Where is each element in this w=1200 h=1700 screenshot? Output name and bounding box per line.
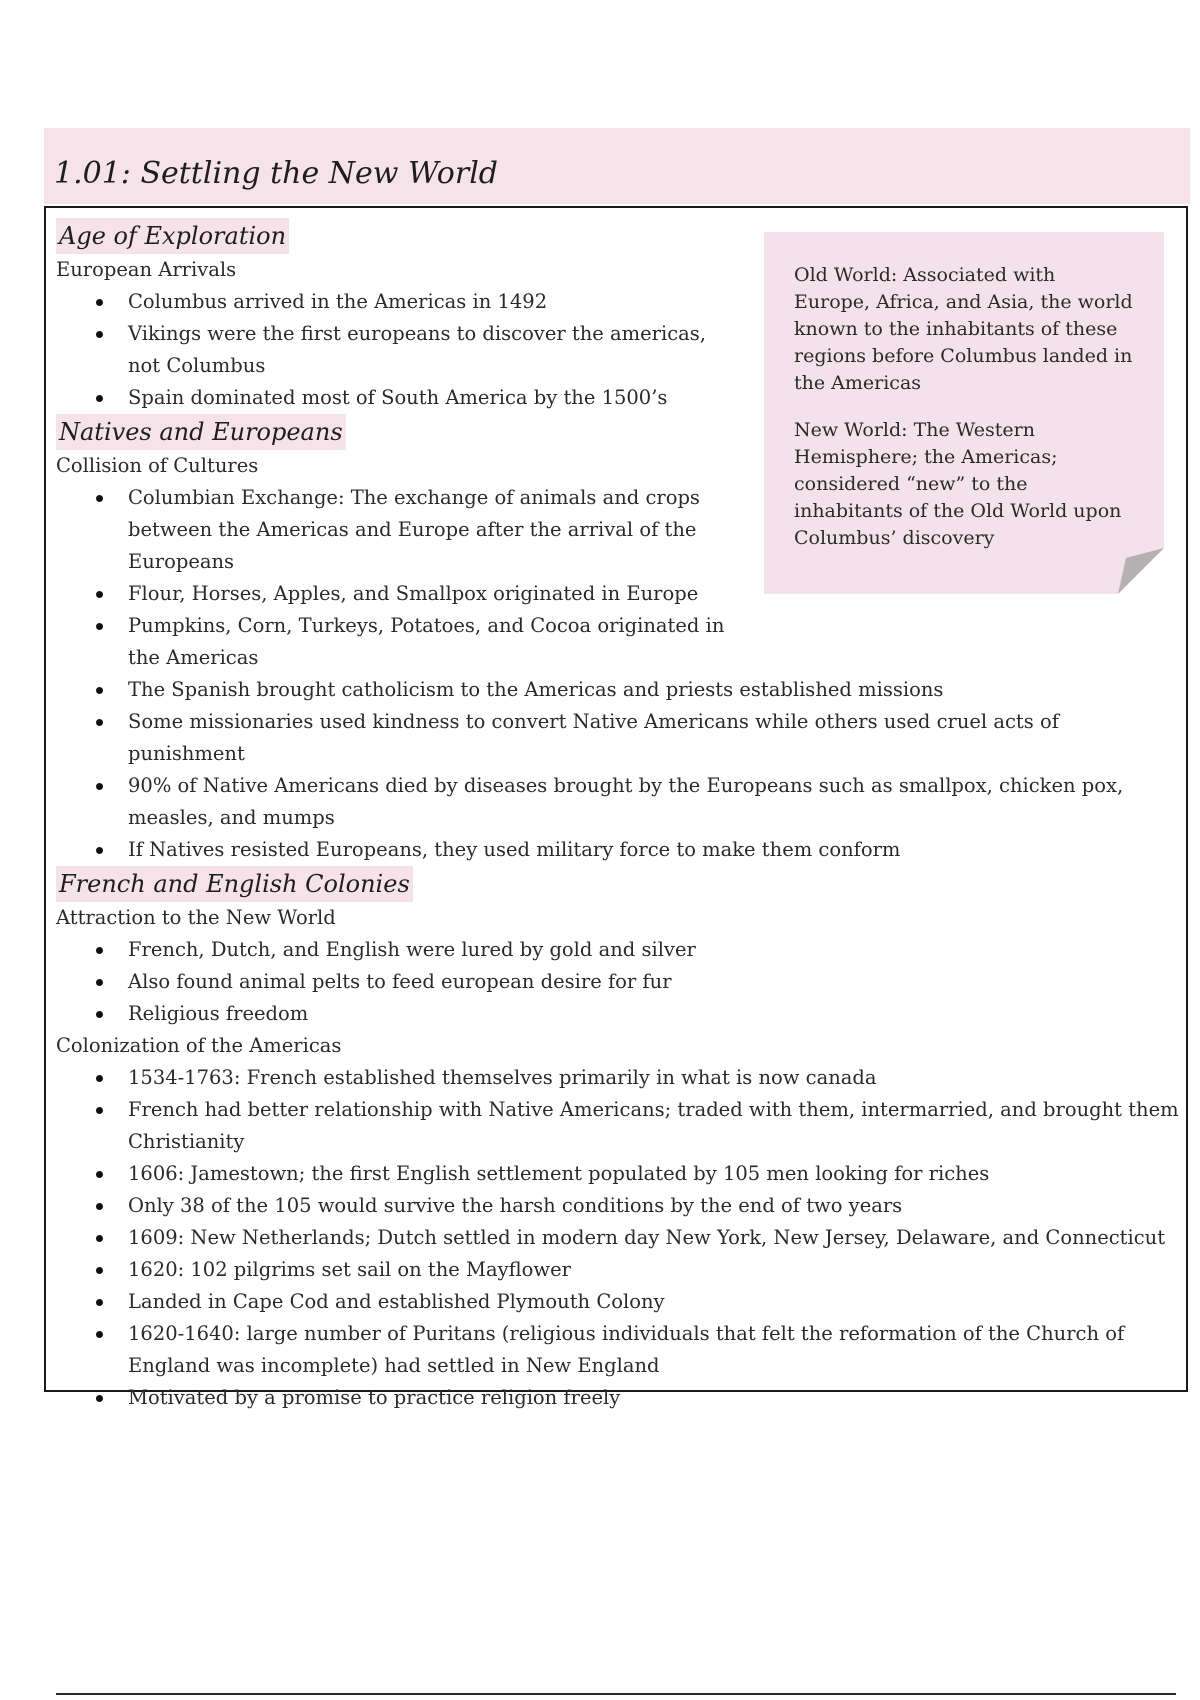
bullet-item: Motivated by a promise to practice religion freely [56, 1382, 1180, 1414]
notes-content [56, 218, 1180, 1414]
bullet-item: French had better relationship with Native Americans; traded with them, intermarried, and brought them Christianity [56, 1094, 1180, 1158]
bullet-item: Flour, Horses, Apples, and Smallpox originated in Europe [56, 578, 736, 610]
bullet-item: Landed in Cape Cod and established Plymouth Colony [56, 1286, 1180, 1318]
bullet-item: 1609: New Netherlands; Dutch settled in modern day New York, New Jersey, Delaware, and Connecticut [56, 1222, 1180, 1254]
subheading: European Arrivals [56, 258, 237, 281]
bullet-item: 1620: 102 pilgrims set sail on the Mayflower [56, 1254, 1180, 1286]
bullet-list [56, 934, 1180, 1030]
bullet-item: Only 38 of the 105 would survive the harsh conditions by the end of two years [56, 1190, 1180, 1222]
bullet-item: 90% of Native Americans died by diseases brought by the Europeans such as smallpox, chicken pox, measles, and mumps [56, 770, 1180, 834]
bullet-item: Pumpkins, Corn, Turkeys, Potatoes, and Cocoa originated in the Americas [56, 610, 736, 674]
bullet-item: If Natives resisted Europeans, they used military force to make them conform [56, 834, 1180, 866]
bullet-item: Religious freedom [56, 998, 1180, 1030]
bullet-item: Columbus arrived in the Americas in 1492 [56, 286, 736, 318]
subheading: Colonization of the Americas [56, 1034, 342, 1057]
bullet-item: 1534-1763: French established themselves primarily in what is now canada [56, 1062, 1180, 1094]
old-world-definition: Old World: Associated with Europe, Africa, and Asia, the world known to the inhabitants of these regions before Columbus landed in the Americas [794, 264, 1133, 394]
bullet-item: Spain dominated most of South America by the 1500’s [56, 382, 736, 414]
section-title: French and English Colonies [56, 866, 413, 902]
bullet-item: The Spanish brought catholicism to the Americas and priests established missions [56, 674, 1180, 706]
section-title: Age of Exploration [56, 218, 289, 254]
new-world-definition: New World: The Western Hemisphere; the Americas; considered “new” to the inhabitants of the Old World upon Columbus’ discovery [794, 419, 1122, 549]
bullet-item: Vikings were the first europeans to discover the americas, not Columbus [56, 318, 736, 382]
bullet-list [56, 1062, 1180, 1414]
bullet-item: Also found animal pelts to feed european desire for fur [56, 966, 1180, 998]
title-band [44, 128, 1190, 204]
section-title: Natives and Europeans [56, 414, 346, 450]
bullet-item: Some missionaries used kindness to convert Native Americans while others used cruel acts of punishment [56, 706, 1180, 770]
footer-divider [56, 1693, 1176, 1695]
subheading: Collision of Cultures [56, 454, 259, 477]
section-natives-and-europeans [56, 414, 1180, 866]
subheading: Attraction to the New World [56, 906, 336, 929]
bullet-item: 1620-1640: large number of Puritans (religious individuals that felt the reformation of the Church of England was incomplete) had settled in New England [56, 1318, 1180, 1382]
section-french-and-english-colonies [56, 866, 1180, 1414]
bullet-item: Columbian Exchange: The exchange of animals and crops between the Americas and Europe after the arrival of the Europeans [56, 482, 736, 578]
section-age-of-exploration [56, 218, 1180, 414]
bullet-list [56, 482, 736, 674]
bullet-list [56, 674, 1180, 866]
notes-box [44, 206, 1188, 1409]
bullet-item: French, Dutch, and English were lured by gold and silver [56, 934, 1180, 966]
bullet-list [56, 286, 736, 414]
bullet-item: 1606: Jamestown; the first English settlement populated by 105 men looking for riches [56, 1158, 1180, 1190]
page-title: 1.01: Settling the New World [54, 156, 498, 191]
